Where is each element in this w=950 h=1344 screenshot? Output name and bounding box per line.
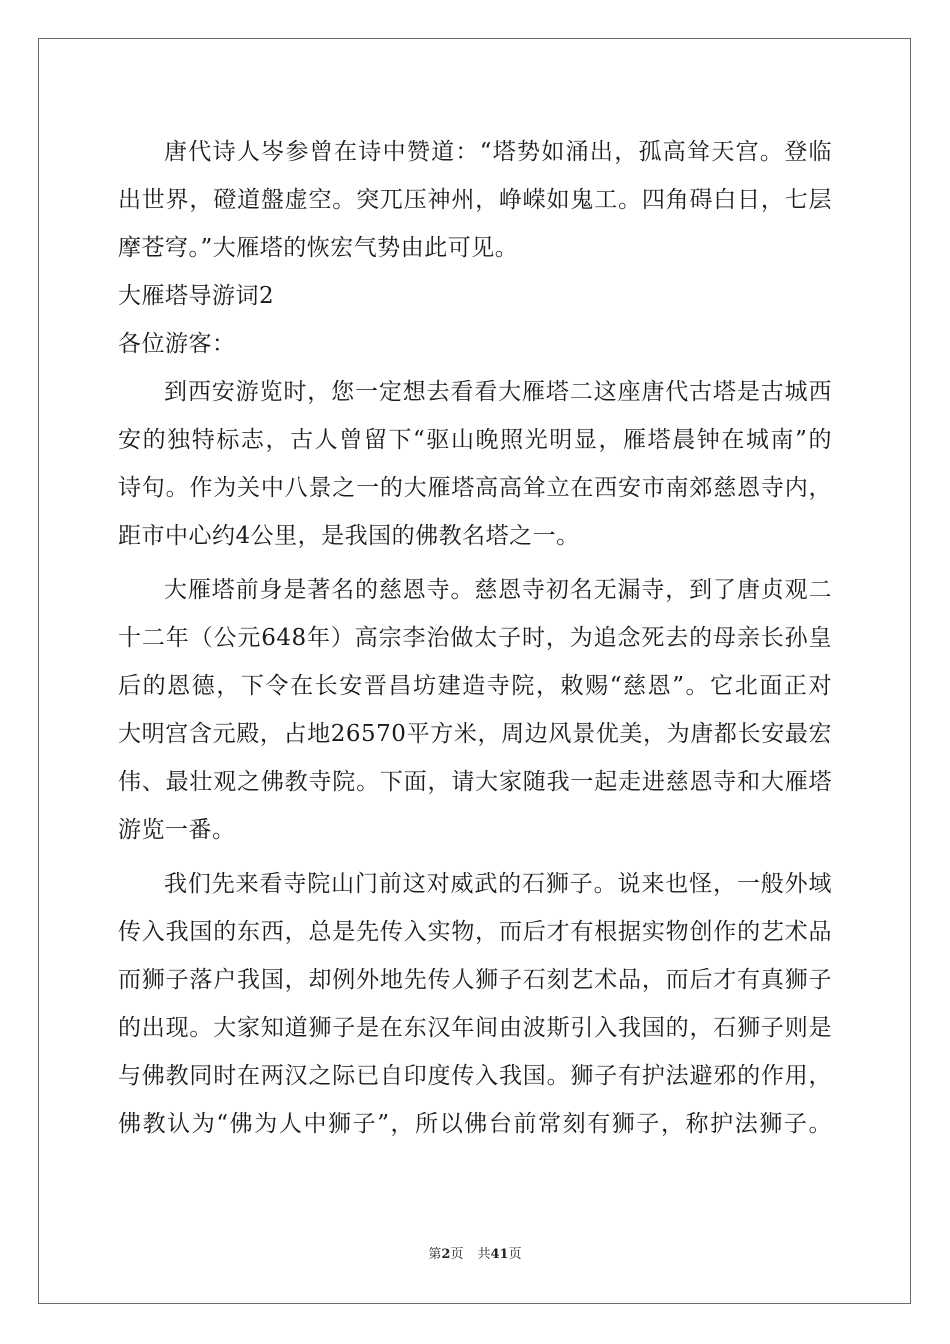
text-line: 传入我国的东西，总是先传入实物，而后才有根据实物创作的艺术品	[118, 919, 832, 945]
paragraph-lions	[118, 860, 832, 1148]
text-line: 佛教认为“佛为人中狮子”，所以佛台前常刻有狮子，称护法狮子。	[118, 1111, 832, 1137]
page-number: 2	[441, 1247, 451, 1262]
text-line: 十二年（公元648年）高宗李治做太子时，为追念死去的母亲长孙皇	[118, 625, 832, 651]
text-line: 后的恩德，下令在长安晋昌坊建造寺院，敕赐“慈恩”。它北面正对	[118, 673, 832, 699]
text-line: 大明宫含元殿，占地26570平方米，周边风景优美，为唐都长安最宏	[118, 721, 832, 747]
text-line: 与佛教同时在两汉之际已自印度传入我国。狮子有护法避邪的作用，	[118, 1063, 832, 1089]
paragraph-poem-quote	[118, 128, 832, 272]
text-line: 到西安游览时，您一定想去看看大雁塔二这座唐代古塔是古城西	[164, 379, 832, 405]
page-suffix: 页	[450, 1247, 464, 1262]
greeting: 各位游客：	[118, 331, 236, 357]
text-line: 安的独特标志，古人曾留下“驱山晚照光明显，雁塔晨钟在城南”的	[118, 427, 832, 453]
page-footer	[0, 1243, 950, 1262]
section-heading: 大雁塔导游词2	[118, 283, 275, 309]
text-line: 大雁塔前身是著名的慈恩寺。慈恩寺初名无漏寺，到了唐贞观二	[164, 577, 832, 603]
text-line: 游览一番。	[118, 817, 236, 843]
text-line: 伟、最壮观之佛教寺院。下面，请大家随我一起走进慈恩寺和大雁塔	[118, 769, 832, 795]
text-line: 我们先来看寺院山门前这对威武的石狮子。说来也怪，一般外域	[164, 871, 832, 897]
total-pages: 41	[490, 1247, 509, 1262]
text-line: 诗句。作为关中八景之一的大雁塔高高耸立在西安市南郊慈恩寺内，	[118, 475, 832, 501]
page-prefix: 第	[428, 1247, 442, 1262]
paragraph-intro	[118, 368, 832, 560]
document-body	[118, 128, 832, 1148]
total-suffix: 页	[508, 1247, 522, 1262]
text-line: 摩苍穹。”大雁塔的恢宏气势由此可见。	[118, 235, 519, 261]
text-line: 而狮子落户我国，却例外地先传人狮子石刻艺术品，而后才有真狮子	[118, 967, 832, 993]
paragraph-history	[118, 566, 832, 854]
text-line: 的出现。大家知道狮子是在东汉年间由波斯引入我国的，石狮子则是	[118, 1015, 832, 1041]
text-line: 出世界，磴道盤虚空。突兀压神州，峥嵘如鬼工。四角碍白日，七层	[118, 187, 832, 213]
total-prefix: 共	[477, 1247, 491, 1262]
text-line: 距市中心约4公里，是我国的佛教名塔之一。	[118, 523, 580, 549]
text-line: 唐代诗人岑参曾在诗中赞道：“塔势如涌出，孤高耸天宫。登临	[164, 139, 832, 165]
